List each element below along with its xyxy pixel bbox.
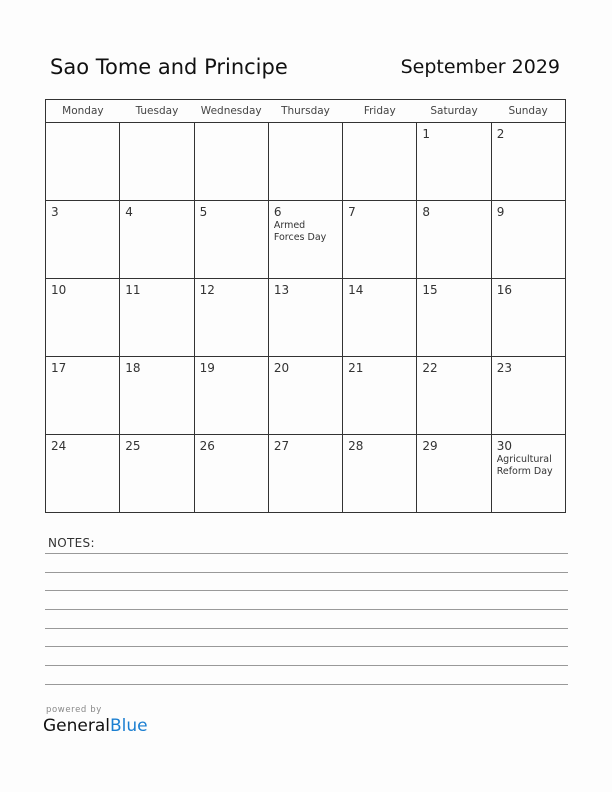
- day-number: 6: [273, 205, 282, 219]
- note-line: [45, 684, 568, 685]
- note-line: [45, 590, 568, 591]
- day-cell: [194, 279, 268, 357]
- day-number: 25: [125, 439, 141, 453]
- day-number: 26: [199, 439, 215, 453]
- weekday-header: Thursday: [268, 100, 342, 123]
- month-year-title: September 2029: [400, 56, 560, 78]
- day-cell: [268, 201, 342, 279]
- weekday-header: Saturday: [417, 100, 491, 123]
- weekday-header: Sunday: [491, 100, 565, 123]
- day-number: 15: [422, 283, 438, 297]
- day-number: 16: [496, 283, 512, 297]
- weekday-header: Tuesday: [120, 100, 194, 123]
- day-cell: [46, 435, 120, 513]
- day-cell: [268, 279, 342, 357]
- day-number: 22: [422, 361, 438, 375]
- day-cell: [120, 279, 194, 357]
- day-number: 23: [496, 361, 512, 375]
- note-line: [45, 609, 568, 610]
- day-cell: [268, 357, 342, 435]
- day-number: 17: [51, 361, 67, 375]
- brand-name-part2: Blue: [110, 716, 148, 736]
- day-number: 4: [125, 205, 133, 219]
- day-cell: [491, 201, 565, 279]
- note-line: [45, 628, 568, 629]
- day-number: 8: [422, 205, 431, 219]
- day-number: 7: [348, 205, 356, 219]
- calendar-grid: [45, 99, 566, 513]
- day-cell: [194, 201, 268, 279]
- day-cell: [417, 123, 491, 201]
- day-number: 11: [125, 283, 141, 297]
- day-number: 27: [273, 439, 290, 453]
- day-cell: [120, 357, 194, 435]
- day-cell: [120, 435, 194, 513]
- day-cell: [343, 201, 417, 279]
- powered-by-text: powered by: [46, 705, 102, 715]
- note-line: [45, 553, 568, 554]
- country-title: Sao Tome and Principe: [50, 55, 288, 79]
- day-cell: [46, 357, 120, 435]
- day-cell: [194, 435, 268, 513]
- day-number: 2: [496, 127, 505, 141]
- week-row: [46, 123, 566, 201]
- weekday-header-row: [46, 100, 566, 123]
- notes-label: NOTES:: [48, 536, 95, 550]
- day-cell: [46, 123, 120, 201]
- day-cell: [120, 201, 194, 279]
- day-cell: [417, 357, 491, 435]
- week-row: [46, 279, 566, 357]
- day-cell: [194, 123, 268, 201]
- day-number: 9: [496, 205, 505, 219]
- brand-name-part1: General: [43, 716, 110, 736]
- day-cell: [343, 435, 417, 513]
- brand-logo: [43, 716, 148, 736]
- day-cell: [343, 279, 417, 357]
- day-cell: [46, 279, 120, 357]
- holiday-label: Armed Forces Day: [273, 220, 327, 243]
- day-cell: [417, 435, 491, 513]
- day-number: 1: [422, 127, 431, 141]
- holiday-label: Agricultural Reform Day: [496, 454, 553, 477]
- day-number: 21: [348, 361, 364, 375]
- day-cell: [120, 123, 194, 201]
- day-cell: [343, 357, 417, 435]
- day-cell: [194, 357, 268, 435]
- day-cell: [268, 435, 342, 513]
- day-number: 20: [273, 361, 290, 375]
- week-row: [46, 201, 566, 279]
- day-cell: [268, 123, 342, 201]
- day-number: 18: [125, 361, 141, 375]
- day-number: 3: [51, 205, 59, 219]
- weekday-header: Monday: [46, 100, 120, 123]
- day-number: 13: [273, 283, 290, 297]
- weekday-header: Friday: [343, 100, 417, 123]
- note-line: [45, 572, 568, 573]
- day-number: 12: [199, 283, 215, 297]
- day-number: 10: [51, 283, 67, 297]
- note-line: [45, 665, 568, 666]
- weekday-header: Wednesday: [194, 100, 268, 123]
- day-cell: [46, 201, 120, 279]
- day-cell: [343, 123, 417, 201]
- day-cell: [491, 279, 565, 357]
- day-number: 5: [199, 205, 208, 219]
- day-number: 19: [199, 361, 215, 375]
- day-cell: [491, 357, 565, 435]
- day-cell: [417, 279, 491, 357]
- day-cell: [491, 435, 565, 513]
- week-row: [46, 357, 566, 435]
- note-line: [45, 646, 568, 647]
- day-number: 29: [422, 439, 438, 453]
- day-cell: [491, 123, 565, 201]
- day-number: 28: [348, 439, 364, 453]
- day-number: 30: [496, 439, 512, 453]
- day-number: 14: [348, 283, 364, 297]
- day-number: 24: [51, 439, 67, 453]
- week-row: [46, 435, 566, 513]
- day-cell: [417, 201, 491, 279]
